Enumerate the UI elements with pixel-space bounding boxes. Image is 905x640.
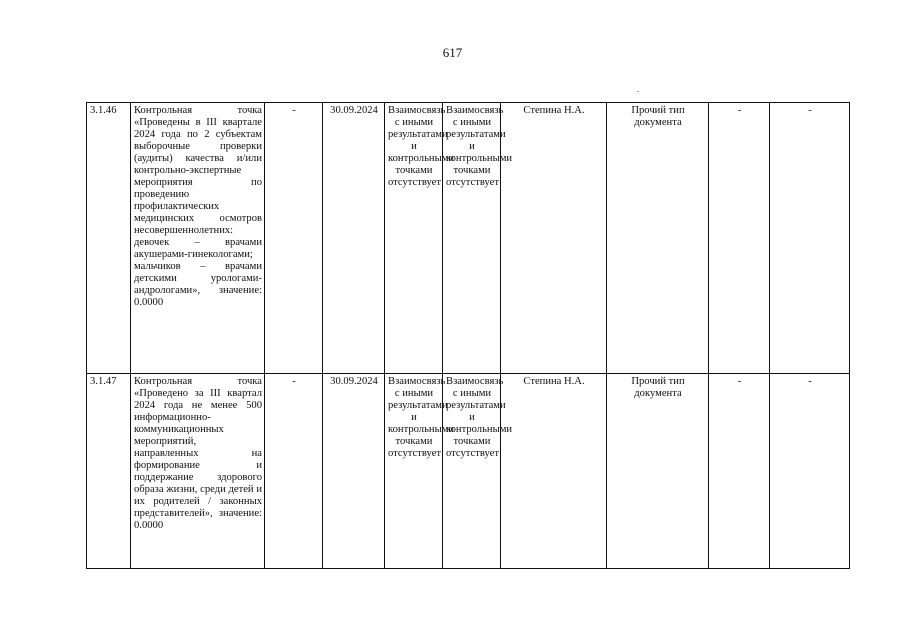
document-type: Прочий тип документа xyxy=(607,103,709,374)
row-number: 3.1.46 xyxy=(87,103,131,374)
table-row xyxy=(87,103,850,374)
control-point-description: Контрольная точка «Проведено за III квартал 2024 года не менее 500 информационно-коммуникационных мероприятий, направленных на формирование и поддержание здорового образа жизни, среди детей и их родителей / законных представителей», значение: 0.0000 xyxy=(131,374,265,569)
scan-speck xyxy=(637,91,639,92)
page-number: 617 xyxy=(442,45,463,60)
start-date: - xyxy=(265,103,323,374)
end-date: 30.09.2024 xyxy=(323,374,385,569)
row-number: 3.1.47 xyxy=(87,374,131,569)
note-cell: - xyxy=(770,374,850,569)
end-date: 30.09.2024 xyxy=(323,103,385,374)
info-system-cell: - xyxy=(709,103,770,374)
responsible-person: Степина Н.А. xyxy=(501,374,607,569)
predecessor-link: Взаимосвязь с иными результатами и контрольными точками отсутствует xyxy=(385,374,443,569)
start-date: - xyxy=(265,374,323,569)
successor-link: Взаимосвязь с иными результатами и контрольными точками отсутствует xyxy=(443,103,501,374)
document-type: Прочий тип документа xyxy=(607,374,709,569)
control-point-description: Контрольная точка «Проведены в III квартале 2024 года по 2 субъектам выборочные проверки (аудиты) качества и/или контрольно-экспертные мероприятия по проведению профилактических медицинских осмотров несовершеннолетних: девочек – врачами акушерами-гинекологами; мальчиков – врачами детскими урологами-андрологами», значение: 0.0000 xyxy=(131,103,265,374)
table-row xyxy=(87,374,850,569)
responsible-person: Степина Н.А. xyxy=(501,103,607,374)
predecessor-link: Взаимосвязь с иными результатами и контрольными точками отсутствует xyxy=(385,103,443,374)
note-cell: - xyxy=(770,103,850,374)
control-points-table xyxy=(86,102,850,569)
successor-link: Взаимосвязь с иными результатами и контрольными точками отсутствует xyxy=(443,374,501,569)
info-system-cell: - xyxy=(709,374,770,569)
